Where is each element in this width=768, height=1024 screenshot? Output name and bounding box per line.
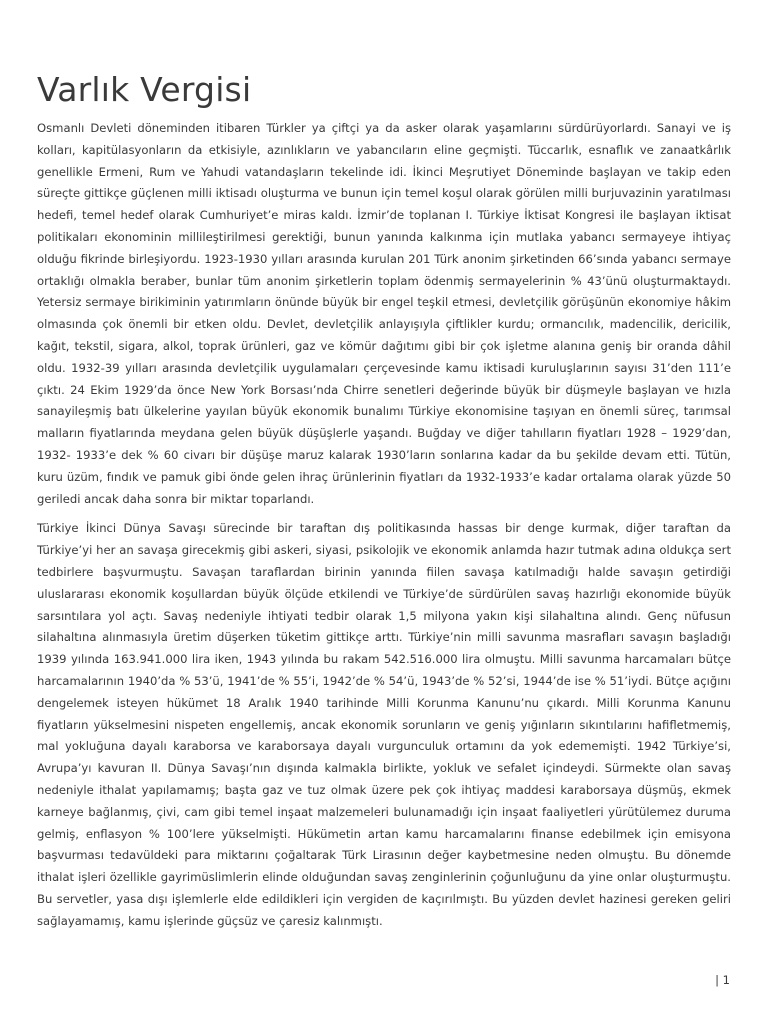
document-title: Varlık Vergisi xyxy=(37,70,252,109)
document-page xyxy=(37,0,731,932)
paragraph-1: Osmanlı Devleti döneminden itibaren Türkler ya çiftçi ya da asker olarak yaşamlarını sürdürüyorlardı. Sanayi ve iş kolları, kapitülasyonların da etkisiyle, azınlıkların ve yabancıların eline geçmişti. Tüccarlık, esnaflık ve zanaatkârlık genellikle Ermeni, Rum ve Yahudi vatandaşların tekelinde idi. İkinci Meşrutiyet Döneminde başlayan ve takip eden süreçte gittikçe güçlenen milli iktisadı oluşturma ve bunun için temel koşul olarak görülen milli burjuvazinin yaratılması hedefi, temel hedef olarak Cumhuriyet’e miras kaldı. İzmir’de toplanan I. Türkiye İktisat Kongresi ile başlayan iktisat politikaları ekonominin millileştirilmesi gerektiği, bunun yanında kalkınma için mutlaka yabancı sermayeye ihtiyaç olduğu fikrinde birleşiyordu. 1923-1930 yılları arasında kurulan 201 Türk anonim şirketinden 66’sında yabancı sermaye ortaklığı olmakla beraber, bunlar tüm anonim şirketlerin toplam ödenmiş sermayelerinin % 43’ünü oluşturmaktaydı. Yetersiz sermaye birikiminin yatırımların önünde büyük bir engel teşkil etmesi, devletçilik görüşünün ekonomiye hâkim olmasında çok önemli bir etken oldu. Devlet, devletçilik anlayışıyla çiftlikler kurdu; ormancılık, madencilik, dericilik, kağıt, tekstil, sigara, alkol, toprak ürünleri, gaz ve kömür dağıtımı gibi bir çok işletme alanına geniş bir oranda dâhil oldu. 1932-39 yılları arasında devletçilik uygulamaları çerçevesinde kamu iktisadi kuruluşlarının sayısı 31’den 111’e çıktı. 24 Ekim 1929’da önce New York Borsası’nda Chirre senetleri değerinde büyük bir düşmeyle başlayan ve hızla sanayileşmiş batı ülkelerine yayılan büyük ekonomik bunalımı Türkiye ekonomisine taşıyan en önemli süreç, tarımsal malların fiyatlarında meydana gelen büyük düşüşlerle yaşandı. Buğday ve diğer tahılların fiyatları 1928 – 1929’dan, 1932- 1933’e dek % 60 civarı bir düşüşe maruz kalarak 1930’ların sonlarına kadar da bu şekilde devam etti. Tütün, kuru üzüm, fındık ve pamuk gibi önde gelen ihraç ürünlerinin fiyatları da 1932-1933’e kadar ortalama olarak yüzde 50 geriledi ancak daha sonra bir miktar toparlandı. xyxy=(37,121,731,506)
paragraph-2: Türkiye İkinci Dünya Savaşı sürecinde bir taraftan dış politikasında hassas bir denge kurmak, diğer taraftan da Türkiye’yi her an savaşa girecekmiş gibi askeri, siyasi, psikolojik ve ekonomik anlamda hazır tutmak adına oldukça sert tedbirlere başvurmuştu. Savaşan taraflardan birinin yanında fiilen savaşa katılmadığı halde savaşın getirdiği uluslararası ekonomik koşullardan büyük ölçüde etkilendi ve Türkiye’de sürdürülen savaş hazırlığı ekonomide büyük sarsıntılara yol açtı. Savaş nedeniyle ihtiyati tedbir olarak 1,5 milyona yakın kişi silahaltına alındı. Genç nüfusun silahaltına alınmasıyla üretim düşerken tüketim gittikçe arttı. Türkiye’nin milli savunma masrafları savaşın başladığı 1939 yılında 163.941.000 lira iken, 1943 yılında bu rakam 542.516.000 lira olmuştu. Milli savunma harcamaları bütçe harcamalarının 1940’da % 53’ü, 1941’de % 55’i, 1942’de % 54’ü, 1943’de % 52’si, 1944’de ise % 51’iydi. Bütçe açığını dengelemek isteyen hükümet 18 Aralık 1940 tarihinde Milli Korunma Kanunu’nu çıkardı. Milli Korunma Kanunu fiyatların yükselmesini nispeten engellemiş, ancak ekonomik sorunların ve geniş yığınların sıkıntılarını hafifletmemiş, mal yokluğuna dayalı karaborsa ve karaborsaya dayalı vurgunculuk ortamını da yok edememişti. 1942 Türkiye’si, Avrupa’yı kavuran II. Dünya Savaşı’nın dışında kalmakla birlikte, yokluk ve sefalet içindeydi. Sürmekte olan savaş nedeniyle ithalat yapılamamış; başta gaz ve tuz olmak üzere pek çok ihtiyaç maddesi karaborsaya düşmüş, ekmek karneye bağlanmış, çivi, cam gibi temel inşaat malzemeleri bulunamadığı için inşaat faaliyetleri yürütülemez duruma gelmiş, enflasyon % 100’lere yükselmişti. Hükümetin artan kamu harcamalarını finanse edebilmek için emisyona başvurması tedavüldeki para miktarını çoğaltarak Türk Lirasının değer kaybetmesine neden olmuştu. Bu dönemde ithalat işleri özellikle gayrimüslimlerin elinde olduğundan savaş zenginlerinin çoğunluğunu da yine onlar oluşturmuştu. Bu servetler, yasa dışı işlemlerle elde edildikleri için vergiden de kaçırılmıştı. Bu yüzden devlet hazinesi gereken geliri sağlayamamış, kamu işlerinde güçsüz ve çaresiz kalınmıştı. xyxy=(37,521,731,928)
page-number: | 1 xyxy=(715,973,730,987)
